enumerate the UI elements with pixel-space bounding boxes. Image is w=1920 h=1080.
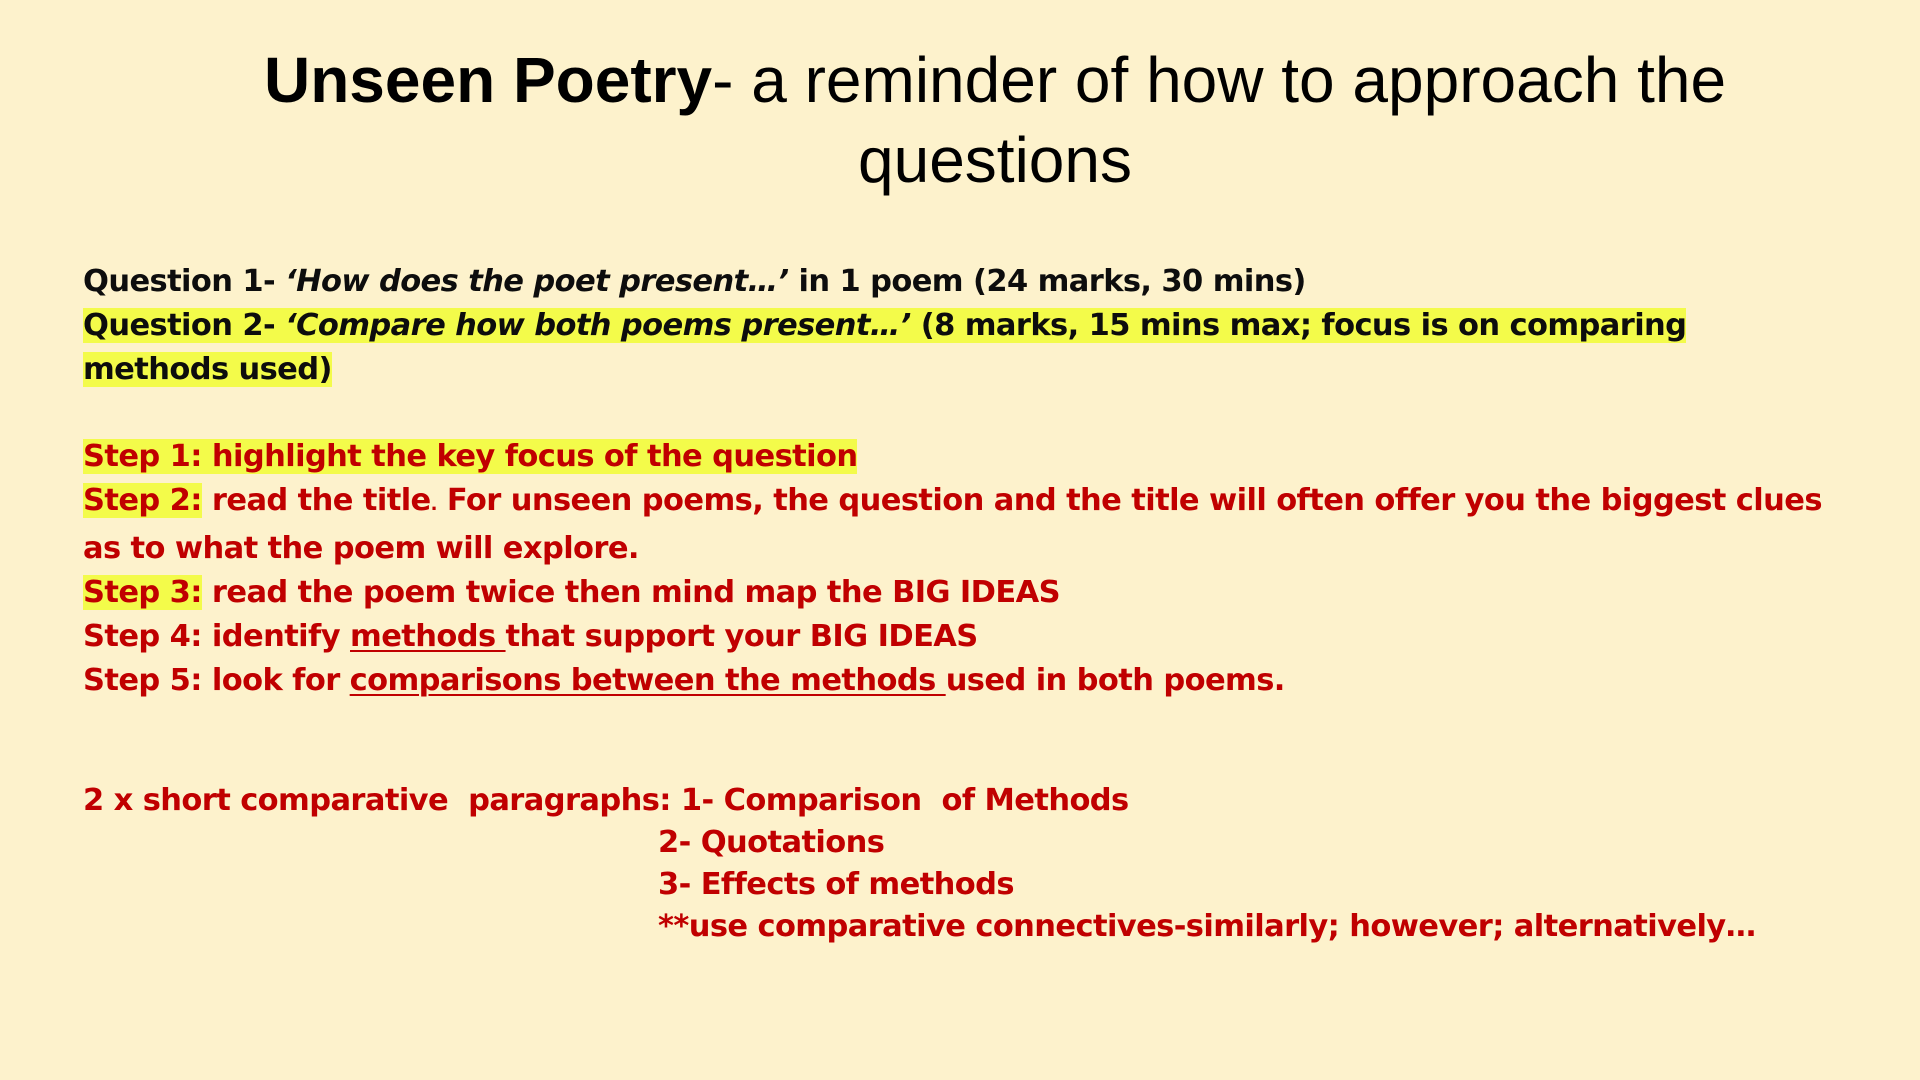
step-4-pre: Step 4: identify xyxy=(83,619,351,654)
step-4 xyxy=(83,615,1843,659)
step-1-text: Step 1: highlight the key focus of the question xyxy=(83,439,858,474)
step-2-text-a: read the title xyxy=(201,483,431,518)
step-3-text: read the poem twice then mind map the BIG IDEAS xyxy=(201,575,1060,610)
step-4-underlined: methods xyxy=(350,619,506,654)
step-5-underlined: comparisons between the methods xyxy=(349,663,946,698)
question-1-label: Question 1- xyxy=(83,264,286,299)
step-2-text-b: For unseen poems, the question and the title will often offer you the biggest clues as to what the poem will explore. xyxy=(83,483,1822,566)
step-2-label: Step 2: xyxy=(83,483,202,518)
question-1-quote: ‘How does the poet present…’ xyxy=(285,264,789,299)
questions-block xyxy=(83,260,1843,392)
step-2-dot: . xyxy=(430,494,437,515)
slide-title xyxy=(200,40,1790,200)
paragraph-item-2: 2- Quotations xyxy=(658,825,885,860)
step-3-label: Step 3: xyxy=(83,575,202,610)
paragraph-note: **use comparative connectives-similarly; however; alternatively… xyxy=(658,909,1756,944)
question-2-quote: ‘Compare how both poems present…’ xyxy=(285,308,911,343)
step-4-post: that support your BIG IDEAS xyxy=(505,619,978,654)
title-bold-part: Unseen Poetry xyxy=(263,44,713,116)
steps-block xyxy=(83,435,1843,703)
paragraph-item-3: 3- Effects of methods xyxy=(658,867,1014,902)
title-rest: - a reminder of how to approach the questions xyxy=(712,44,1727,196)
step-3 xyxy=(83,571,1843,615)
paragraph-guidance xyxy=(83,780,1843,948)
step-1 xyxy=(83,435,1843,479)
step-5-post: used in both poems. xyxy=(945,663,1285,698)
question-1-details: in 1 poem (24 marks, 30 mins) xyxy=(788,264,1306,299)
question-1 xyxy=(83,260,1843,304)
question-2-highlight xyxy=(83,308,1686,387)
paragraph-intro: 2 x short comparative paragraphs: 1- Comparison of Methods xyxy=(83,783,1129,818)
step-2 xyxy=(83,479,1843,571)
question-2 xyxy=(83,304,1723,392)
step-5 xyxy=(83,659,1843,703)
step-5-pre: Step 5: look for xyxy=(83,663,350,698)
question-2-details: (8 marks, 15 mins max; focus is on comparing methods used) xyxy=(83,308,1687,387)
question-2-label: Question 2- xyxy=(83,308,286,343)
